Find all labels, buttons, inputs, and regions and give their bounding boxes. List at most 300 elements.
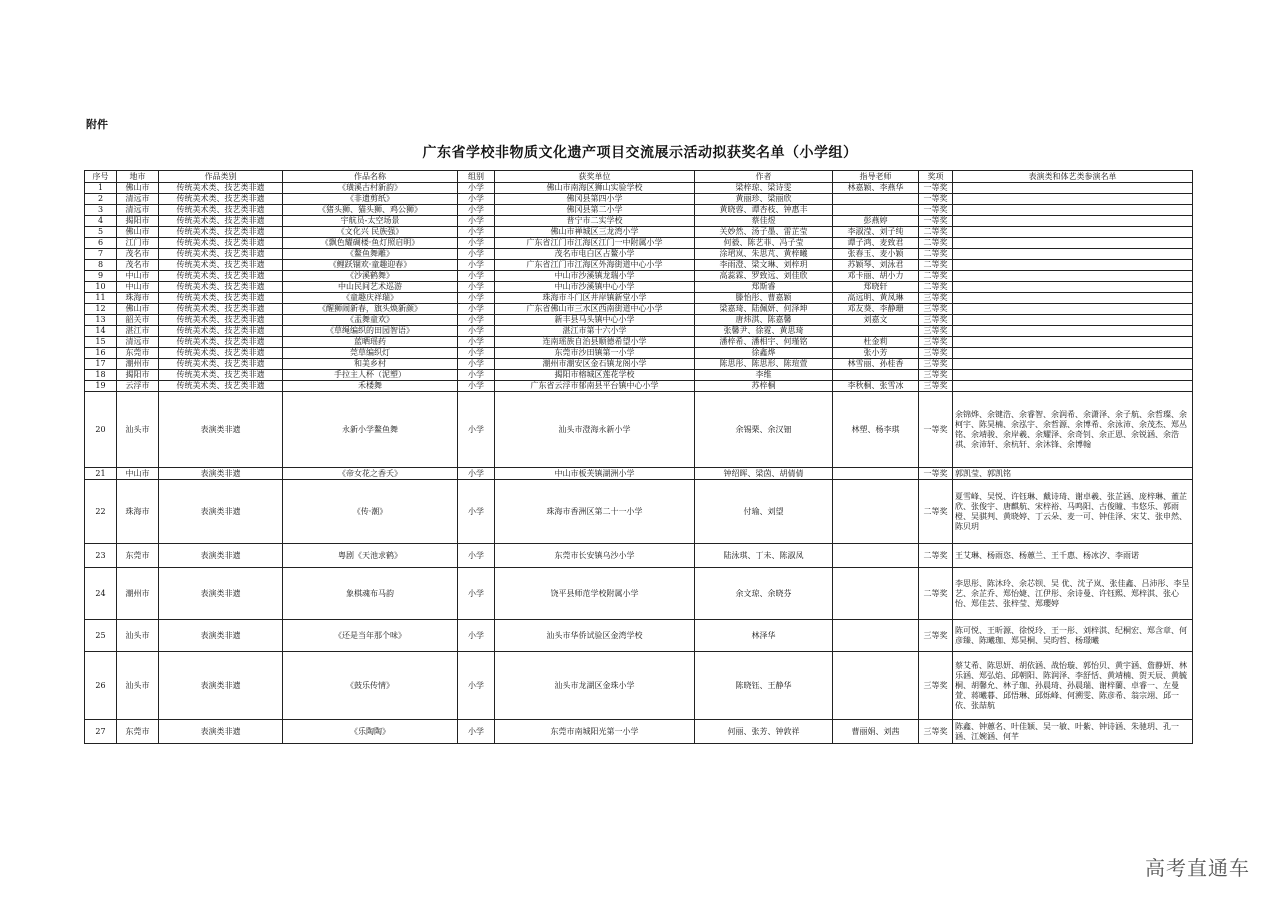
cell-teacher: 刘嘉文 (833, 315, 919, 326)
cell-author: 黄丽珍、梁丽欣 (695, 194, 833, 205)
cell-group: 小学 (458, 249, 495, 260)
cell-award: 一等奖 (919, 392, 953, 468)
cell-work-title: 永新小学鳌鱼舞 (283, 392, 458, 468)
cell-city: 佛山市 (117, 227, 159, 238)
cell-teacher: 杜金莉 (833, 337, 919, 348)
cell-category: 表演类非遗 (159, 620, 283, 652)
table-row (85, 392, 1193, 468)
cell-teacher: 林雪丽、孙桂香 (833, 359, 919, 370)
cell-group: 小学 (458, 238, 495, 249)
cell-group: 小学 (458, 568, 495, 620)
cell-index: 10 (85, 282, 117, 293)
cell-teacher (833, 480, 919, 544)
cell-group: 小学 (458, 620, 495, 652)
table-row (85, 337, 1193, 348)
table-row (85, 326, 1193, 337)
cell-index: 25 (85, 620, 117, 652)
cell-school: 广东省江门市江海区江门一中附属小学 (495, 238, 695, 249)
cell-index: 7 (85, 249, 117, 260)
table-row (85, 260, 1193, 271)
cell-group: 小学 (458, 271, 495, 282)
cell-author: 蔡佳煜 (695, 216, 833, 227)
cell-index: 14 (85, 326, 117, 337)
table-row (85, 216, 1193, 227)
cell-group: 小学 (458, 370, 495, 381)
cell-work-title: 禾楼舞 (283, 381, 458, 392)
cell-teacher (833, 568, 919, 620)
cell-city: 茂名市 (117, 249, 159, 260)
cell-category: 传统美术类、技艺类非遗 (159, 348, 283, 359)
table-row (85, 194, 1193, 205)
cell-school: 中山市沙溪镇中心小学 (495, 282, 695, 293)
cell-teacher: 李淑滢、刘子纯 (833, 227, 919, 238)
cell-award: 一等奖 (919, 194, 953, 205)
cell-school: 珠海市香洲区第二十一小学 (495, 480, 695, 544)
cell-school: 湛江市第十六小学 (495, 326, 695, 337)
cell-award: 一等奖 (919, 183, 953, 194)
cell-teacher: 邓友葵、李静珊 (833, 304, 919, 315)
cell-school: 汕头市华侨试验区金湾学校 (495, 620, 695, 652)
cell-award: 二等奖 (919, 227, 953, 238)
cell-index: 22 (85, 480, 117, 544)
cell-city: 东莞市 (117, 348, 159, 359)
cell-author: 梁嘉琦、陆佩妍、何泽坤 (695, 304, 833, 315)
cell-category: 表演类非遗 (159, 392, 283, 468)
cell-author: 唐炜淇、陈嘉馨 (695, 315, 833, 326)
table-row (85, 381, 1193, 392)
cell-city: 中山市 (117, 468, 159, 480)
cell-teacher (833, 620, 919, 652)
table-row (85, 348, 1193, 359)
cell-category: 表演类非遗 (159, 652, 283, 720)
cell-award: 一等奖 (919, 216, 953, 227)
cell-teacher (833, 326, 919, 337)
cell-teacher: 彭燕婷 (833, 216, 919, 227)
cell-performers (953, 315, 1193, 326)
cell-group: 小学 (458, 381, 495, 392)
cell-city: 东莞市 (117, 544, 159, 568)
cell-index: 13 (85, 315, 117, 326)
table-row (85, 370, 1193, 381)
cell-award: 二等奖 (919, 568, 953, 620)
cell-group: 小学 (458, 359, 495, 370)
cell-group: 小学 (458, 652, 495, 720)
cell-city: 潮州市 (117, 359, 159, 370)
cell-category: 传统美术类、技艺类非遗 (159, 249, 283, 260)
cell-category: 传统美术类、技艺类非遗 (159, 260, 283, 271)
cell-city: 韶关市 (117, 315, 159, 326)
cell-school: 东莞市南城阳光第一小学 (495, 720, 695, 744)
cell-work-title: 蓝晒瑶药 (283, 337, 458, 348)
table-row (85, 183, 1193, 194)
cell-teacher: 曹丽娟、刘茜 (833, 720, 919, 744)
table-row (85, 480, 1193, 544)
cell-performers: 郭凯莹、郭凯铭 (953, 468, 1193, 480)
cell-performers (953, 194, 1193, 205)
cell-group: 小学 (458, 337, 495, 348)
cell-work-title: 《沙溪鹤舞》 (283, 271, 458, 282)
table-row (85, 720, 1193, 744)
cell-performers (953, 348, 1193, 359)
cell-work-title: 《草绳编织的田园智语》 (283, 326, 458, 337)
cell-group: 小学 (458, 260, 495, 271)
cell-performers (953, 227, 1193, 238)
cell-work-title: 莞草编织灯 (283, 348, 458, 359)
cell-category: 传统美术类、技艺类非遗 (159, 205, 283, 216)
header-index: 序号 (85, 171, 117, 183)
cell-performers (953, 216, 1193, 227)
cell-author: 李维 (695, 370, 833, 381)
cell-index: 1 (85, 183, 117, 194)
cell-group: 小学 (458, 392, 495, 468)
cell-teacher: 邓卡丽、胡小力 (833, 271, 919, 282)
header-author: 作者 (695, 171, 833, 183)
cell-performers (953, 183, 1193, 194)
cell-teacher: 苏颖琴、刘泳君 (833, 260, 919, 271)
cell-category: 传统美术类、技艺类非遗 (159, 315, 283, 326)
cell-work-title: 和美乡村 (283, 359, 458, 370)
cell-author: 陈晓钰、王静华 (695, 652, 833, 720)
cell-author: 余文琼、余晓芬 (695, 568, 833, 620)
cell-performers (953, 260, 1193, 271)
cell-city: 揭阳市 (117, 216, 159, 227)
cell-performers: 陈可悦、王昕源、徐悦玲、王一彤、刘梓淇、纪桐宏、郑含章、何彦臻、陈曦珈、郑昊桐、吴昀哲、杨璟曦 (953, 620, 1193, 652)
cell-work-title: 《帝女花之香夭》 (283, 468, 458, 480)
cell-group: 小学 (458, 468, 495, 480)
cell-index: 9 (85, 271, 117, 282)
cell-city: 佛山市 (117, 183, 159, 194)
cell-award: 三等奖 (919, 348, 953, 359)
cell-performers (953, 359, 1193, 370)
cell-work-title: 《猪头狮、猫头狮、鸡公狮》 (283, 205, 458, 216)
cell-city: 江门市 (117, 238, 159, 249)
cell-work-title: 《童趣庆祥瑞》 (283, 293, 458, 304)
table-row (85, 620, 1193, 652)
cell-award: 二等奖 (919, 544, 953, 568)
cell-work-title: 宇航员-太空场景 (283, 216, 458, 227)
cell-index: 23 (85, 544, 117, 568)
cell-school: 茂名市电白区占鳌小学 (495, 249, 695, 260)
header-group: 组别 (458, 171, 495, 183)
cell-group: 小学 (458, 480, 495, 544)
table-row (85, 315, 1193, 326)
cell-group: 小学 (458, 205, 495, 216)
table-row (85, 652, 1193, 720)
cell-author: 付瑜、刘望 (695, 480, 833, 544)
cell-performers (953, 238, 1193, 249)
header-award: 奖项 (919, 171, 953, 183)
cell-author: 滕怡彤、曹嘉颖 (695, 293, 833, 304)
cell-city: 中山市 (117, 271, 159, 282)
cell-award: 三等奖 (919, 337, 953, 348)
cell-school: 广东省佛山市三水区西南街道中心小学 (495, 304, 695, 315)
header-city: 地市 (117, 171, 159, 183)
cell-author: 张馨尹、徐霓、黄思琦 (695, 326, 833, 337)
cell-teacher (833, 194, 919, 205)
cell-performers (953, 304, 1193, 315)
cell-city: 汕头市 (117, 392, 159, 468)
cell-index: 4 (85, 216, 117, 227)
cell-performers (953, 249, 1193, 260)
cell-school: 东莞市长安镇乌沙小学 (495, 544, 695, 568)
cell-index: 20 (85, 392, 117, 468)
header-teacher: 指导老师 (833, 171, 919, 183)
cell-performers (953, 205, 1193, 216)
cell-group: 小学 (458, 227, 495, 238)
cell-award: 三等奖 (919, 381, 953, 392)
cell-author: 潘梓希、潘相宇、何瑾铭 (695, 337, 833, 348)
cell-index: 11 (85, 293, 117, 304)
cell-category: 传统美术类、技艺类非遗 (159, 216, 283, 227)
cell-work-title: 《醒狮闹新春，旗头焕新颜》 (283, 304, 458, 315)
cell-school: 普宁市二实学校 (495, 216, 695, 227)
cell-category: 传统美术类、技艺类非遗 (159, 227, 283, 238)
cell-school: 连南瑶族自治县顺德希望小学 (495, 337, 695, 348)
cell-teacher: 谭子鸿、麦致君 (833, 238, 919, 249)
cell-group: 小学 (458, 293, 495, 304)
table-row (85, 249, 1193, 260)
table-body (85, 183, 1193, 744)
cell-award: 三等奖 (919, 359, 953, 370)
cell-index: 21 (85, 468, 117, 480)
cell-teacher: 李秋桐、张雪冰 (833, 381, 919, 392)
cell-award: 二等奖 (919, 249, 953, 260)
cell-index: 17 (85, 359, 117, 370)
cell-category: 传统美术类、技艺类非遗 (159, 304, 283, 315)
cell-school: 潮州市潮安区金石镇龙阁小学 (495, 359, 695, 370)
cell-author: 陆泳琪、丁未、陈淑凤 (695, 544, 833, 568)
cell-category: 传统美术类、技艺类非遗 (159, 381, 283, 392)
cell-group: 小学 (458, 194, 495, 205)
cell-category: 表演类非遗 (159, 544, 283, 568)
cell-work-title: 《盂舞童欢》 (283, 315, 458, 326)
cell-index: 18 (85, 370, 117, 381)
header-school: 获奖单位 (495, 171, 695, 183)
cell-city: 佛山市 (117, 304, 159, 315)
cell-author: 关妙然、汤子墨、雷芷莹 (695, 227, 833, 238)
cell-award: 三等奖 (919, 326, 953, 337)
cell-index: 24 (85, 568, 117, 620)
table-row (85, 293, 1193, 304)
cell-award: 三等奖 (919, 304, 953, 315)
cell-author: 何丽、张芳、钟敦祥 (695, 720, 833, 744)
cell-index: 2 (85, 194, 117, 205)
cell-author: 苏梓桐 (695, 381, 833, 392)
cell-school: 中山市沙溪镇龙瑞小学 (495, 271, 695, 282)
cell-city: 湛江市 (117, 326, 159, 337)
cell-index: 16 (85, 348, 117, 359)
cell-performers: 余锦烨、余键浩、余睿智、余润希、余潇泽、余子航、余哲璨、余柯宇、陈昊楠、余泓宇、余哲源、余博希、余泳沛、余茂杰、郑丛铭、余靖骏、余岸羲、余耀泽、余奇钊、余正恩、余锐涵、余浩祺、余沛轩、余杭轩、余沐锋、余博翰 (953, 392, 1193, 468)
cell-school: 佛山市禅城区三龙湾小学 (495, 227, 695, 238)
cell-index: 8 (85, 260, 117, 271)
cell-group: 小学 (458, 326, 495, 337)
cell-author: 陈思彤、陈思形、陈瑄萱 (695, 359, 833, 370)
cell-index: 5 (85, 227, 117, 238)
cell-performers (953, 326, 1193, 337)
cell-teacher: 高远明、黄凤琳 (833, 293, 919, 304)
cell-index: 3 (85, 205, 117, 216)
table-row (85, 568, 1193, 620)
cell-group: 小学 (458, 183, 495, 194)
cell-city: 清远市 (117, 205, 159, 216)
cell-author: 高蕊霖、罗致远、刘佳欣 (695, 271, 833, 282)
cell-work-title: 《传·潮》 (283, 480, 458, 544)
cell-category: 传统美术类、技艺类非遗 (159, 293, 283, 304)
cell-city: 清远市 (117, 337, 159, 348)
cell-work-title: 中山民间艺术巡游 (283, 282, 458, 293)
cell-city: 汕头市 (117, 652, 159, 720)
cell-index: 6 (85, 238, 117, 249)
cell-index: 26 (85, 652, 117, 720)
cell-author: 李雨澄、梁文琳、刘梓玥 (695, 260, 833, 271)
cell-index: 19 (85, 381, 117, 392)
cell-performers (953, 271, 1193, 282)
table-row (85, 271, 1193, 282)
watermark: 高考直通车 (1145, 856, 1250, 880)
cell-performers: 李思彤、陈沐玲、余芯钡、吴 优、沈子岚、张佳鑫、吕沛彤、李呈艺、余芷乔、郑怡婕、江伊彤、余诗曼、许钰熙、郑梓淇、张心怡、郑佳芸、张梓莹、郑瓔婷 (953, 568, 1193, 620)
cell-award: 二等奖 (919, 480, 953, 544)
table-header-row (85, 171, 1193, 183)
cell-work-title: 《鼓乐传情》 (283, 652, 458, 720)
table-row (85, 227, 1193, 238)
cell-award: 二等奖 (919, 271, 953, 282)
cell-award: 二等奖 (919, 260, 953, 271)
cell-author: 黄晓蓉、谭杏枝、钟惠丰 (695, 205, 833, 216)
cell-work-title: 《乐陶陶》 (283, 720, 458, 744)
cell-author: 林泽华 (695, 620, 833, 652)
cell-index: 12 (85, 304, 117, 315)
cell-school: 珠海市斗门区井岸镇新堂小学 (495, 293, 695, 304)
cell-author: 涂珺岚、朱思芃、黄梓曦 (695, 249, 833, 260)
cell-performers (953, 293, 1193, 304)
cell-category: 传统美术类、技艺类非遗 (159, 238, 283, 249)
cell-group: 小学 (458, 216, 495, 227)
table-row (85, 468, 1193, 480)
cell-category: 传统美术类、技艺类非遗 (159, 271, 283, 282)
table-row (85, 304, 1193, 315)
cell-school: 饶平县师范学校附属小学 (495, 568, 695, 620)
cell-teacher: 张小芳 (833, 348, 919, 359)
cell-award: 二等奖 (919, 238, 953, 249)
cell-teacher (833, 468, 919, 480)
cell-city: 云浮市 (117, 381, 159, 392)
cell-group: 小学 (458, 315, 495, 326)
cell-performers: 夏雪峰、吴悦、许钰琳、戴诗琦、谢卓羲、张芷涵、庞梓琳、董芷欣、张俊宇、唐麒航、宋梓裕、马鸣阳、古俊瞳、韦悠乐、郭雨橙、吴骐判、黄晓婷、丁云朵、麦一可、钟佳泽、宋艾、张申然、陈贝玥 (953, 480, 1193, 544)
cell-school: 汕头市龙湖区金珠小学 (495, 652, 695, 720)
cell-performers (953, 337, 1193, 348)
cell-index: 27 (85, 720, 117, 744)
cell-performers (953, 381, 1193, 392)
cell-performers: 陈鑫、钟蕙名、叶佳颖、吴一敏、叶紫、钟诗涵、朱驰玥、孔一涵、江婉涵、何芊 (953, 720, 1193, 744)
cell-performers: 蔡艾希、陈思妍、胡依涵、战怡璇、郭怡贝、黄宇涵、詹静妍、林乐涵、郑弘焰、邱朝阳、陈润泽、李舒恬、黄靖楠、贺天辰、黄毓桐、胡馨允、林子珈、孙晨琦、孙晨瑞、谢梓蘭、卓睿一、左曼萱、蒋曦暮、邱悟琳、邱烁峰、何溯雯、陈彦希、翁宗翊、邱一依、张喆航 (953, 652, 1193, 720)
cell-school: 佛冈县第二小学 (495, 205, 695, 216)
cell-category: 传统美术类、技艺类非遗 (159, 282, 283, 293)
cell-award: 一等奖 (919, 205, 953, 216)
cell-work-title: 象棋魂布马韵 (283, 568, 458, 620)
cell-city: 汕头市 (117, 620, 159, 652)
cell-school: 广东省江门市江海区外海街道中心小学 (495, 260, 695, 271)
cell-school: 广东省云浮市郁南县平台镇中心小学 (495, 381, 695, 392)
cell-school: 新丰县马头镇中心小学 (495, 315, 695, 326)
cell-teacher: 张春玉、麦小颖 (833, 249, 919, 260)
cell-work-title: 《鳌鱼舞雕》 (283, 249, 458, 260)
cell-work-title: 《璜溪古村新韵》 (283, 183, 458, 194)
cell-school: 佛冈县第四小学 (495, 194, 695, 205)
cell-teacher (833, 652, 919, 720)
cell-award: 二等奖 (919, 282, 953, 293)
cell-award: 三等奖 (919, 315, 953, 326)
cell-author: 何毅、陈艺菲、冯子莹 (695, 238, 833, 249)
cell-school: 佛山市南海区狮山实验学校 (495, 183, 695, 194)
cell-teacher (833, 205, 919, 216)
cell-city: 茂名市 (117, 260, 159, 271)
cell-performers (953, 282, 1193, 293)
cell-work-title: 《还是当年那个味》 (283, 620, 458, 652)
cell-performers: 王艾琳、杨雨恣、杨蕙兰、王千惠、杨冰汐、李雨诺 (953, 544, 1193, 568)
document-title: 广东省学校非物质文化遗产项目交流展示活动拟获奖名单（小学组） (422, 145, 858, 161)
cell-category: 传统美术类、技艺类非遗 (159, 337, 283, 348)
cell-work-title: 粤剧《天池求鹤》 (283, 544, 458, 568)
cell-category: 表演类非遗 (159, 468, 283, 480)
table-row (85, 359, 1193, 370)
cell-group: 小学 (458, 544, 495, 568)
cell-school: 中山市板芙镇湖洲小学 (495, 468, 695, 480)
table-row (85, 282, 1193, 293)
header-performers: 表演类和体艺类参演名单 (953, 171, 1193, 183)
cell-author: 梁梓琼、梁诗雯 (695, 183, 833, 194)
table-row (85, 205, 1193, 216)
cell-category: 传统美术类、技艺类非遗 (159, 194, 283, 205)
cell-category: 传统美术类、技艺类非遗 (159, 359, 283, 370)
cell-city: 潮州市 (117, 568, 159, 620)
cell-author: 郑斯睿 (695, 282, 833, 293)
cell-teacher (833, 370, 919, 381)
cell-index: 15 (85, 337, 117, 348)
cell-category: 表演类非遗 (159, 720, 283, 744)
cell-work-title: 手拉主人杯（泥塑） (283, 370, 458, 381)
cell-city: 揭阳市 (117, 370, 159, 381)
cell-award: 三等奖 (919, 293, 953, 304)
cell-category: 传统美术类、技艺类非遗 (159, 370, 283, 381)
cell-city: 珠海市 (117, 293, 159, 304)
cell-group: 小学 (458, 720, 495, 744)
cell-category: 传统美术类、技艺类非遗 (159, 326, 283, 337)
cell-work-title: 《鲤跃锢欢·童趣迎春》 (283, 260, 458, 271)
header-work-title: 作品名称 (283, 171, 458, 183)
cell-school: 揭阳市榕城区莲花学校 (495, 370, 695, 381)
cell-city: 珠海市 (117, 480, 159, 544)
cell-group: 小学 (458, 348, 495, 359)
cell-category: 表演类非遗 (159, 568, 283, 620)
cell-author: 徐鑫烨 (695, 348, 833, 359)
cell-city: 东莞市 (117, 720, 159, 744)
table-row (85, 238, 1193, 249)
cell-teacher: 郑晓轩 (833, 282, 919, 293)
cell-award: 三等奖 (919, 720, 953, 744)
cell-work-title: 《文化兴 民族强》 (283, 227, 458, 238)
cell-teacher: 林塑、杨李琪 (833, 392, 919, 468)
cell-work-title: 《非遗剪纸》 (283, 194, 458, 205)
cell-category: 表演类非遗 (159, 480, 283, 544)
cell-group: 小学 (458, 304, 495, 315)
cell-city: 清远市 (117, 194, 159, 205)
cell-school: 东莞市沙田镇第一小学 (495, 348, 695, 359)
award-list-table (84, 170, 1193, 744)
cell-teacher: 林嘉颖、李燕华 (833, 183, 919, 194)
cell-category: 传统美术类、技艺类非遗 (159, 183, 283, 194)
cell-award: 三等奖 (919, 370, 953, 381)
cell-work-title: 《飘色耀碉楼·鱼灯照启明》 (283, 238, 458, 249)
